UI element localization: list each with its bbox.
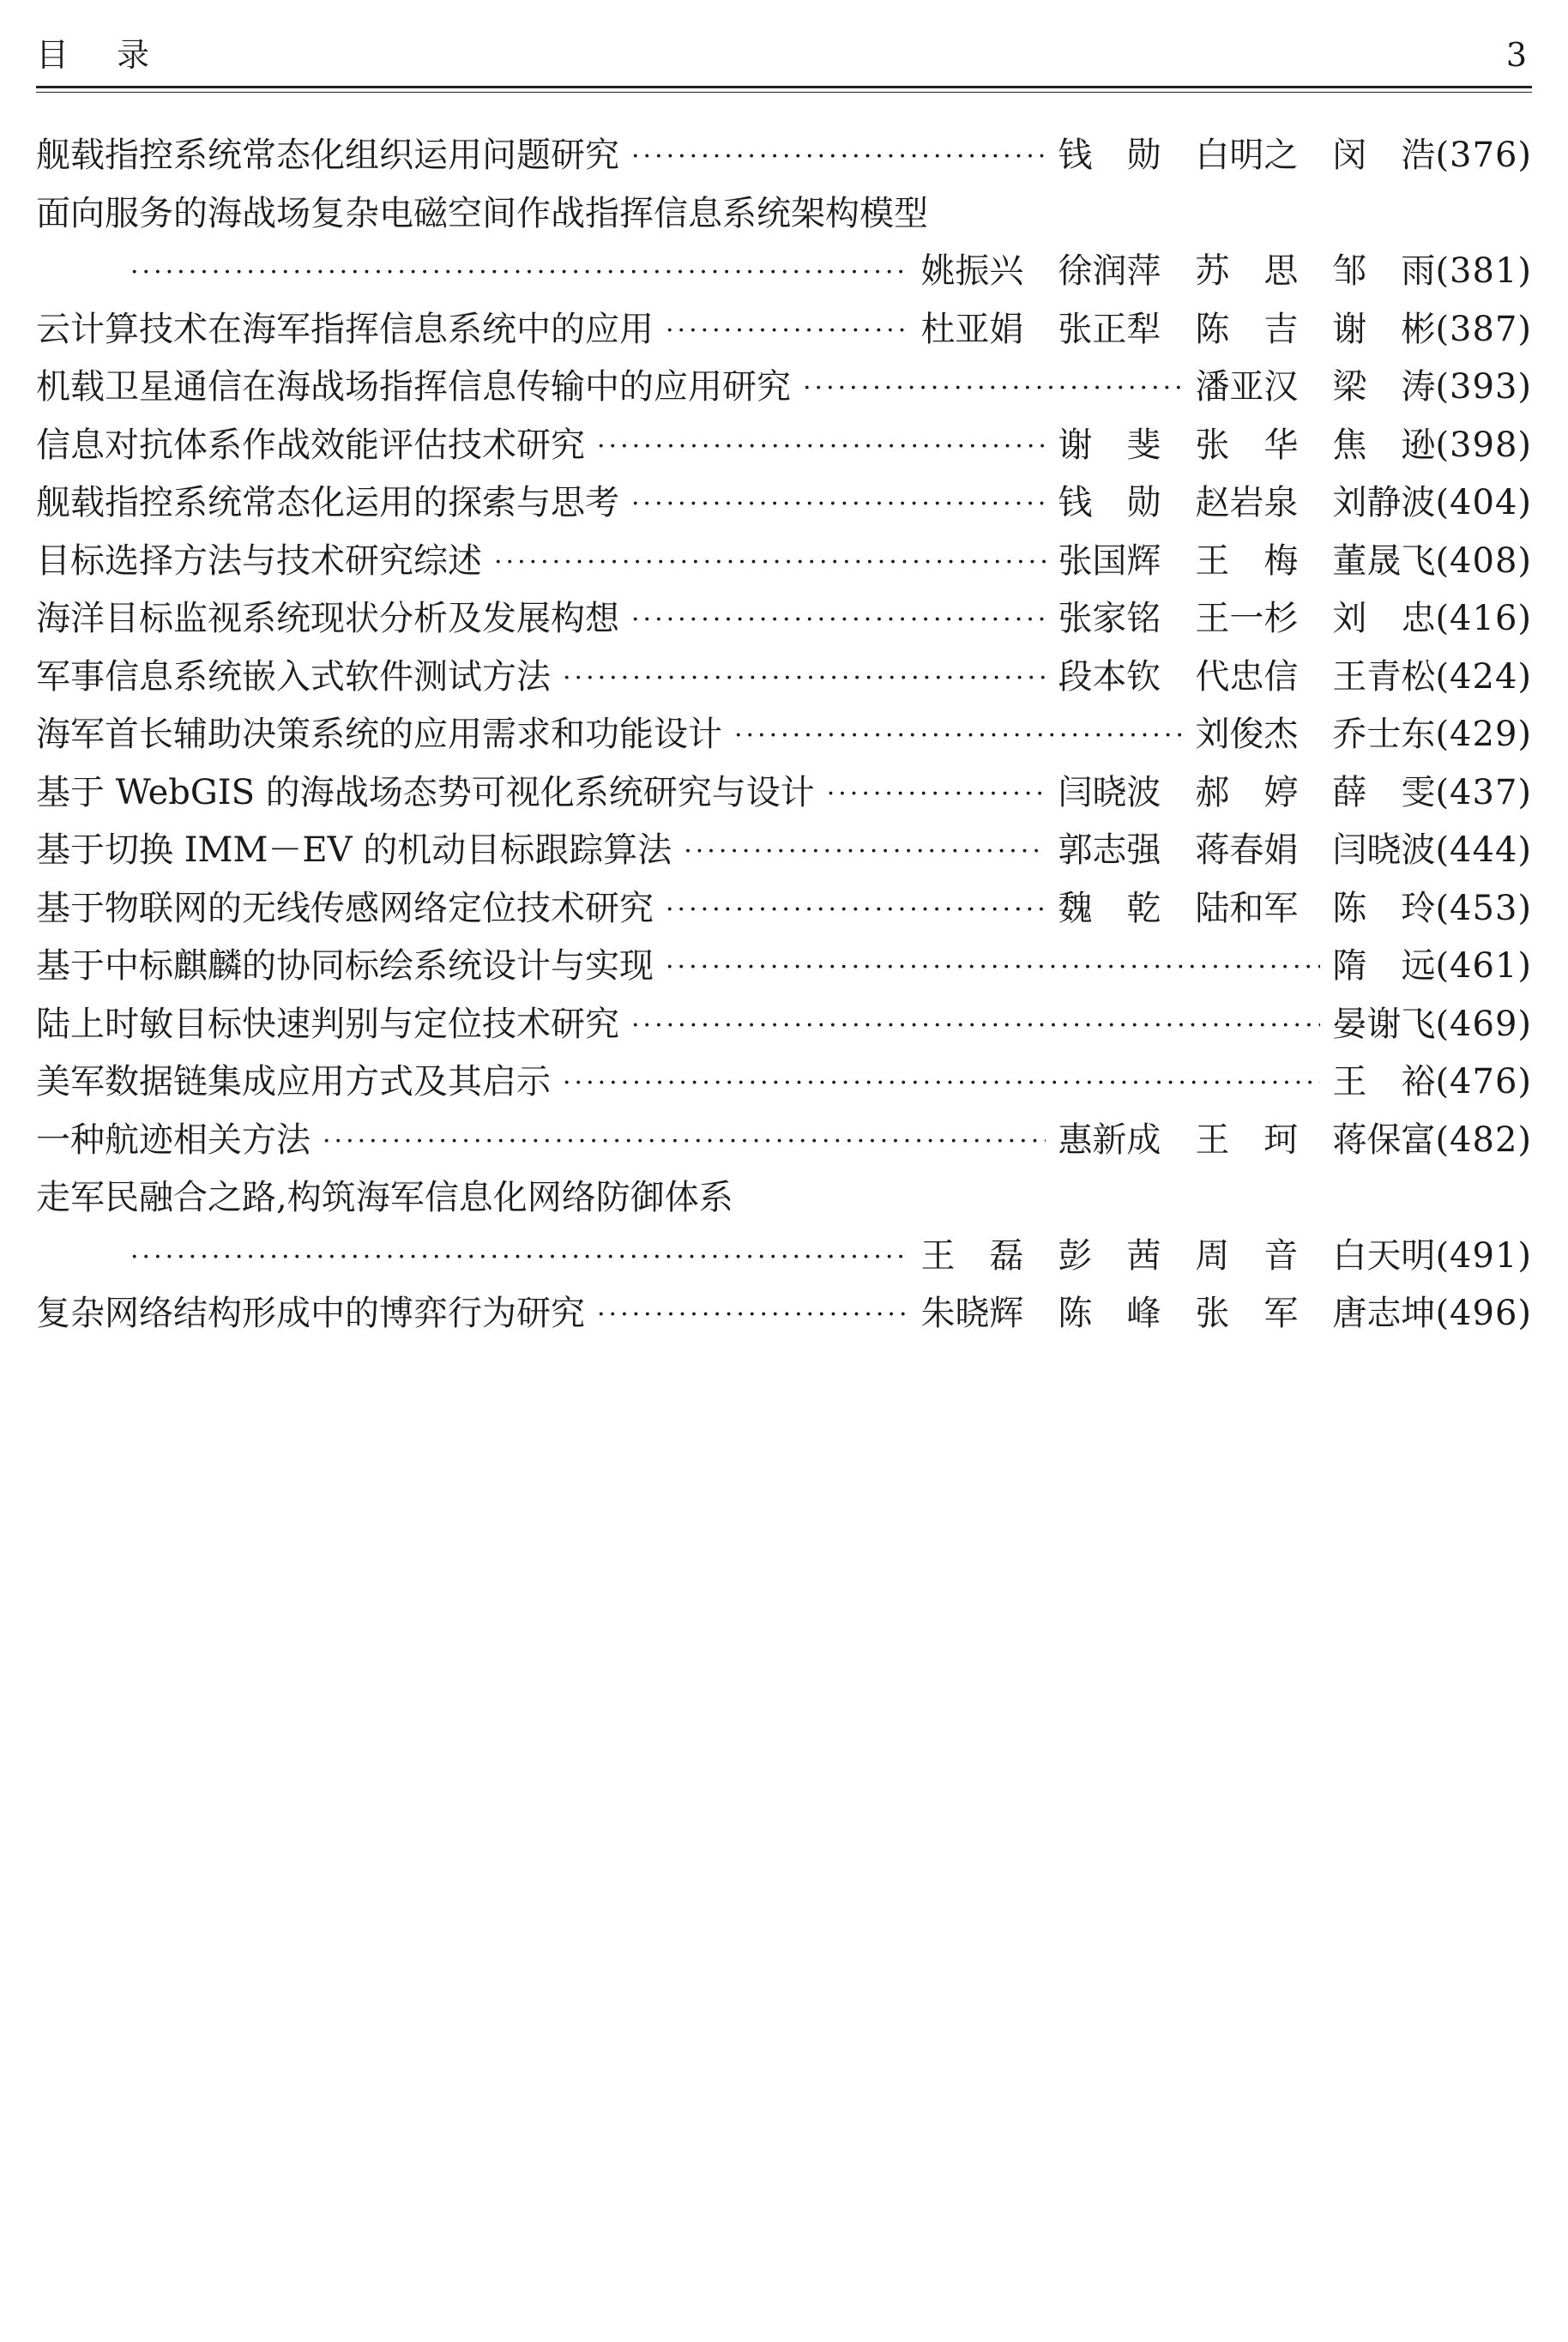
entry-authors: 郭志强 蒋春娟 闫晓波 xyxy=(1058,830,1436,870)
toc-entry[interactable] xyxy=(36,938,1532,996)
entry-authors: 刘俊杰 乔士东 xyxy=(1195,715,1436,754)
toc-entry[interactable] xyxy=(36,533,1532,591)
entry-title: 机载卫星通信在海战场指挥信息传输中的应用研究 xyxy=(36,367,791,407)
entry-page: (381) xyxy=(1435,251,1532,291)
toc-entry[interactable] xyxy=(36,417,1532,475)
entry-page: (437) xyxy=(1435,772,1532,812)
entry-authors: 谢 斐 张 华 焦 逊 xyxy=(1058,425,1436,465)
toc-entry[interactable] xyxy=(36,590,1532,649)
entry-page: (482) xyxy=(1435,1120,1532,1160)
dot-leader xyxy=(803,357,1183,418)
entry-title: 基于中标麒麟的协同标绘系统设计与实现 xyxy=(36,946,654,986)
entry-authors: 朱晓辉 陈 峰 张 军 唐志坤 xyxy=(920,1294,1436,1333)
entry-authors: 惠新成 王 珂 蒋保富 xyxy=(1058,1120,1436,1160)
page-number: 3 xyxy=(1505,36,1527,74)
entry-title: 舰载指控系统常态化运用的探索与思考 xyxy=(36,483,619,522)
toc-entry[interactable] xyxy=(36,822,1532,880)
entry-page: (469) xyxy=(1435,1004,1532,1044)
entry-authors: 晏谢飞 xyxy=(1332,1004,1436,1044)
entry-page: (404) xyxy=(1435,483,1532,522)
dot-leader xyxy=(666,936,1320,997)
entry-title: 美军数据链集成应用方式及其启示 xyxy=(36,1062,551,1102)
toc-entry[interactable] xyxy=(36,764,1532,823)
entry-page: (398) xyxy=(1435,425,1532,465)
entry-title: 复杂网络结构形成中的博弈行为研究 xyxy=(36,1294,585,1333)
toc-entry-title-line[interactable] xyxy=(36,185,1532,244)
dot-leader xyxy=(563,1052,1320,1113)
entry-title: 基于 WebGIS 的海战场态势可视化系统研究与设计 xyxy=(36,772,815,812)
dot-leader xyxy=(631,589,1046,649)
entry-page: (408) xyxy=(1435,540,1532,581)
entry-page: (424) xyxy=(1435,656,1532,697)
dot-leader xyxy=(631,125,1046,186)
entry-page: (491) xyxy=(1435,1235,1532,1276)
entry-page: (376) xyxy=(1435,136,1532,175)
entry-title: 走军民融合之路,构筑海军信息化网络防御体系 xyxy=(36,1178,733,1217)
entry-authors: 钱 勋 白明之 闵 浩 xyxy=(1058,136,1436,175)
entry-title: 军事信息系统嵌入式软件测试方法 xyxy=(36,656,551,697)
entry-page: (429) xyxy=(1435,715,1532,754)
entry-title: 信息对抗体系作战效能评估技术研究 xyxy=(36,425,585,465)
entry-page: (496) xyxy=(1435,1294,1532,1333)
dot-leader xyxy=(130,1226,908,1287)
entry-authors: 杜亚娟 张正犁 陈 吉 谢 彬 xyxy=(920,309,1436,349)
entry-title: 基于切换 IMM－EV 的机动目标跟踪算法 xyxy=(36,830,672,870)
toc-entry-title-line[interactable] xyxy=(36,1169,1532,1228)
entry-authors: 潘亚汉 梁 涛 xyxy=(1195,367,1436,407)
dot-leader xyxy=(323,1110,1046,1171)
dot-leader xyxy=(666,878,1046,939)
entry-title: 目标选择方法与技术研究综述 xyxy=(36,540,482,581)
toc-entry[interactable] xyxy=(36,127,1532,185)
toc-entry[interactable] xyxy=(36,706,1532,764)
entry-authors: 闫晓波 郝 婷 薛 雯 xyxy=(1058,772,1436,812)
entry-title: 海军首长辅助决策系统的应用需求和功能设计 xyxy=(36,715,722,754)
entry-authors: 魏 乾 陆和军 陈 玲 xyxy=(1058,888,1436,928)
toc-entry[interactable] xyxy=(36,880,1532,939)
dot-leader xyxy=(494,531,1046,592)
dot-leader xyxy=(597,1283,908,1344)
toc-entry-continuation[interactable] xyxy=(36,1228,1532,1286)
entry-title: 一种航迹相关方法 xyxy=(36,1120,311,1160)
dot-leader xyxy=(631,473,1046,534)
entry-page: (393) xyxy=(1435,367,1532,407)
entry-title: 舰载指控系统常态化组织运用问题研究 xyxy=(36,136,619,175)
dot-leader xyxy=(827,763,1046,824)
entry-authors: 张家铭 王一杉 刘 忠 xyxy=(1058,599,1436,638)
entry-authors: 段本钦 代忠信 王青松 xyxy=(1058,656,1436,697)
entry-page: (476) xyxy=(1435,1062,1532,1102)
toc-entry[interactable] xyxy=(36,1112,1532,1170)
entry-page: (387) xyxy=(1435,309,1532,349)
entry-authors: 隋 远 xyxy=(1332,946,1436,986)
toc-entry[interactable] xyxy=(36,1053,1532,1112)
entry-title: 面向服务的海战场复杂电磁空间作战指挥信息系统架构模型 xyxy=(36,193,928,233)
header-rule-thick xyxy=(36,86,1532,88)
dot-leader xyxy=(684,820,1046,881)
header-title: 目 录 xyxy=(36,36,169,74)
toc-entry[interactable] xyxy=(36,649,1532,707)
entry-page: (461) xyxy=(1435,946,1532,986)
running-header xyxy=(36,33,1532,84)
dot-leader xyxy=(563,647,1046,708)
entry-title: 基于物联网的无线传感网络定位技术研究 xyxy=(36,888,654,928)
toc-entry[interactable] xyxy=(36,474,1532,533)
dot-leader xyxy=(597,415,1046,476)
entry-authors: 王 裕 xyxy=(1332,1062,1436,1102)
header-rule-thin xyxy=(36,92,1532,93)
dot-leader xyxy=(666,299,908,360)
toc-entry[interactable] xyxy=(36,301,1532,359)
dot-leader xyxy=(631,994,1320,1055)
entry-authors: 张国辉 王 梅 董晟飞 xyxy=(1058,540,1436,581)
entry-authors: 姚振兴 徐润萍 苏 思 邹 雨 xyxy=(920,251,1436,291)
entry-title: 陆上时敏目标快速判别与定位技术研究 xyxy=(36,1004,619,1044)
toc-entry[interactable] xyxy=(36,359,1532,417)
dot-leader xyxy=(130,241,908,302)
toc-entry[interactable] xyxy=(36,996,1532,1054)
entry-page: (416) xyxy=(1435,599,1532,638)
entry-authors: 钱 勋 赵岩泉 刘静波 xyxy=(1058,483,1436,522)
entry-title: 云计算技术在海军指挥信息系统中的应用 xyxy=(36,309,654,349)
toc-entry[interactable] xyxy=(36,1285,1532,1343)
dot-leader xyxy=(734,704,1183,765)
entry-authors: 王 磊 彭 茜 周 音 白天明 xyxy=(920,1235,1436,1276)
toc-entry-continuation[interactable] xyxy=(36,243,1532,301)
entry-page: (444) xyxy=(1435,830,1532,870)
entry-page: (453) xyxy=(1435,888,1532,928)
table-of-contents xyxy=(36,127,1532,1343)
entry-title: 海洋目标监视系统现状分析及发展构想 xyxy=(36,599,619,638)
